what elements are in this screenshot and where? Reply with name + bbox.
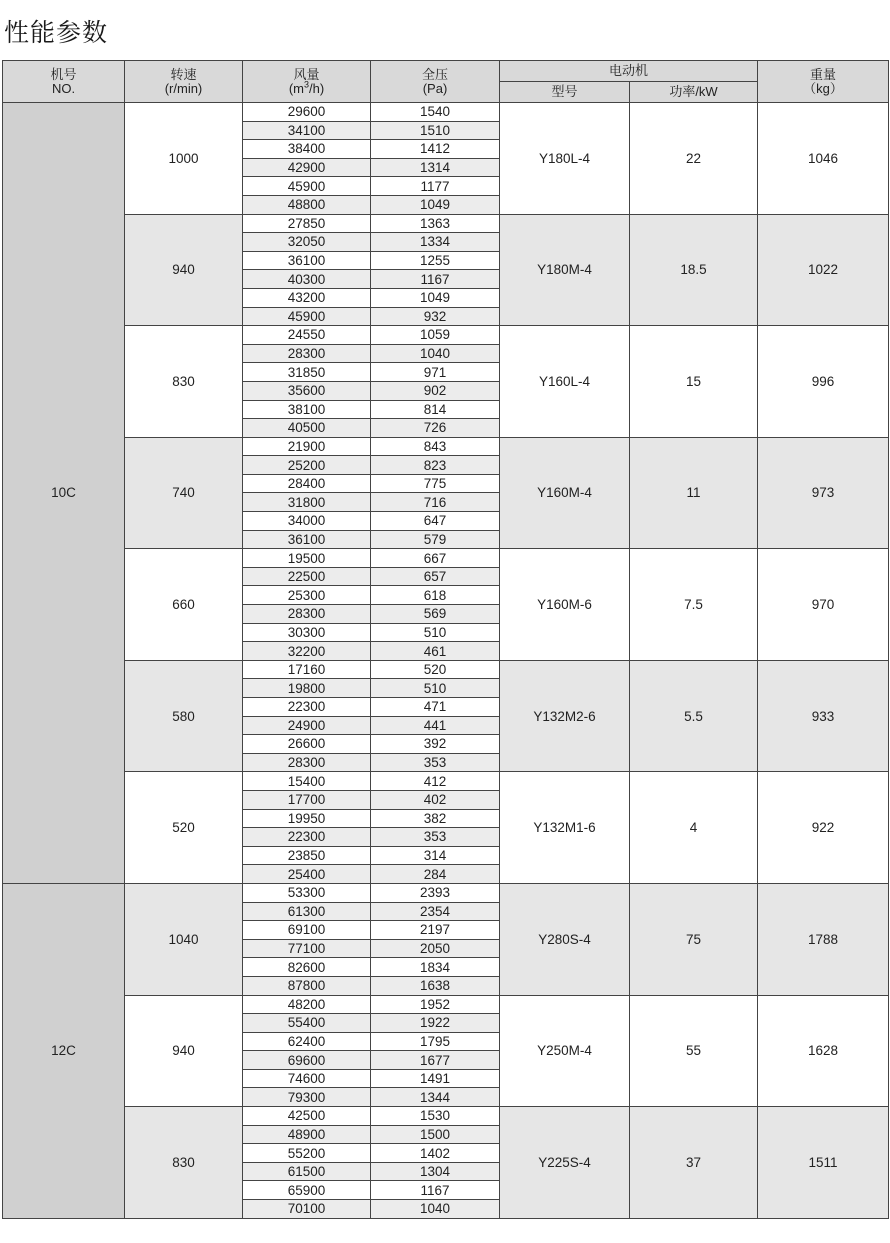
pressure-cell: 2050: [371, 939, 500, 958]
pressure-cell: 1412: [371, 140, 500, 159]
airflow-cell: 42500: [243, 1107, 371, 1126]
pressure-cell: 520: [371, 660, 500, 679]
pressure-cell: 667: [371, 549, 500, 568]
model-cell: 12C: [3, 883, 125, 1218]
header-model-label: 机号: [50, 66, 77, 82]
table-row: [3, 103, 889, 122]
airflow-cell: 30300: [243, 623, 371, 642]
pressure-cell: 902: [371, 381, 500, 400]
airflow-cell: 35600: [243, 381, 371, 400]
airflow-cell: 82600: [243, 958, 371, 977]
airflow-cell: 69600: [243, 1051, 371, 1070]
airflow-cell: 29600: [243, 103, 371, 122]
airflow-cell: 38100: [243, 400, 371, 419]
airflow-cell: 53300: [243, 883, 371, 902]
pressure-cell: 932: [371, 307, 500, 326]
airflow-cell: 87800: [243, 976, 371, 995]
pressure-cell: 1177: [371, 177, 500, 196]
airflow-cell: 55200: [243, 1144, 371, 1163]
header-pressure-unit: (Pa): [422, 80, 448, 96]
speed-cell: 1040: [125, 883, 243, 995]
motor-power-cell: 22: [630, 103, 758, 215]
airflow-cell: 40500: [243, 419, 371, 438]
header-model: [3, 61, 125, 103]
motor-type-cell: Y132M2-6: [500, 660, 630, 772]
pressure-cell: 382: [371, 809, 500, 828]
motor-power-cell: 4: [630, 772, 758, 884]
table-row: [3, 437, 889, 456]
pressure-cell: 1922: [371, 1014, 500, 1033]
airflow-cell: 27850: [243, 214, 371, 233]
pressure-cell: 814: [371, 400, 500, 419]
weight-cell: 1046: [758, 103, 889, 215]
weight-cell: 922: [758, 772, 889, 884]
airflow-cell: 36100: [243, 530, 371, 549]
motor-type-cell: Y225S-4: [500, 1107, 630, 1219]
motor-type-cell: Y180L-4: [500, 103, 630, 215]
pressure-cell: 1059: [371, 326, 500, 345]
header-airflow: [243, 61, 371, 103]
pressure-cell: 471: [371, 698, 500, 717]
weight-cell: 933: [758, 660, 889, 772]
pressure-cell: 1795: [371, 1032, 500, 1051]
pressure-cell: 971: [371, 363, 500, 382]
weight-cell: 1511: [758, 1107, 889, 1219]
header-airflow-label: 风量: [293, 66, 320, 82]
table-row: [3, 214, 889, 233]
pressure-cell: 353: [371, 753, 500, 772]
airflow-cell: 45900: [243, 307, 371, 326]
airflow-cell: 17700: [243, 790, 371, 809]
airflow-cell: 45900: [243, 177, 371, 196]
motor-type-cell: Y160M-6: [500, 549, 630, 661]
airflow-cell: 74600: [243, 1069, 371, 1088]
speed-cell: 830: [125, 326, 243, 438]
airflow-cell: 26600: [243, 735, 371, 754]
airflow-cell: 28300: [243, 605, 371, 624]
pressure-cell: 1402: [371, 1144, 500, 1163]
motor-power-cell: 18.5: [630, 214, 758, 326]
pressure-cell: 2197: [371, 921, 500, 940]
pressure-cell: 1304: [371, 1162, 500, 1181]
table-row: [3, 660, 889, 679]
airflow-cell: 31850: [243, 363, 371, 382]
pressure-cell: 823: [371, 456, 500, 475]
header-airflow-unit: $(m^3/h)$: [288, 79, 325, 96]
pressure-cell: 843: [371, 437, 500, 456]
pressure-cell: 716: [371, 493, 500, 512]
motor-type-cell: Y132M1-6: [500, 772, 630, 884]
airflow-cell: 22300: [243, 698, 371, 717]
airflow-cell: 40300: [243, 270, 371, 289]
pressure-cell: 392: [371, 735, 500, 754]
pressure-cell: 1255: [371, 251, 500, 270]
pressure-cell: 510: [371, 623, 500, 642]
table-row: [3, 549, 889, 568]
weight-cell: 1022: [758, 214, 889, 326]
airflow-cell: 24900: [243, 716, 371, 735]
table-row: [3, 326, 889, 345]
airflow-cell: 79300: [243, 1088, 371, 1107]
table-body: [3, 103, 889, 1219]
performance-table: [2, 60, 889, 1219]
airflow-cell: 62400: [243, 1032, 371, 1051]
airflow-cell: 24550: [243, 326, 371, 345]
airflow-cell: 61300: [243, 902, 371, 921]
table-row: [3, 883, 889, 902]
speed-cell: 740: [125, 437, 243, 549]
motor-power-cell: 37: [630, 1107, 758, 1219]
pressure-cell: 1491: [371, 1069, 500, 1088]
pressure-cell: 1500: [371, 1125, 500, 1144]
airflow-cell: 19950: [243, 809, 371, 828]
pressure-cell: 1049: [371, 288, 500, 307]
pressure-cell: 657: [371, 567, 500, 586]
pressure-cell: 461: [371, 642, 500, 661]
pressure-cell: 1049: [371, 195, 500, 214]
motor-type-cell: Y160M-4: [500, 437, 630, 549]
header-pressure: [371, 61, 500, 103]
pressure-cell: 1167: [371, 1181, 500, 1200]
airflow-cell: 55400: [243, 1014, 371, 1033]
table-row: [3, 1107, 889, 1126]
pressure-cell: 1040: [371, 344, 500, 363]
airflow-cell: 48900: [243, 1125, 371, 1144]
airflow-cell: 28400: [243, 474, 371, 493]
motor-type-cell: Y280S-4: [500, 883, 630, 995]
airflow-cell: 65900: [243, 1181, 371, 1200]
motor-power-cell: 55: [630, 995, 758, 1107]
airflow-cell: 28300: [243, 344, 371, 363]
speed-cell: 830: [125, 1107, 243, 1219]
header-speed-unit: (r/min): [164, 80, 203, 96]
airflow-cell: 61500: [243, 1162, 371, 1181]
pressure-cell: 1952: [371, 995, 500, 1014]
airflow-cell: 17160: [243, 660, 371, 679]
pressure-cell: 441: [371, 716, 500, 735]
header-weight: [758, 61, 889, 103]
pressure-cell: 402: [371, 790, 500, 809]
weight-cell: 1628: [758, 995, 889, 1107]
speed-cell: 1000: [125, 103, 243, 215]
weight-cell: 970: [758, 549, 889, 661]
speed-cell: 520: [125, 772, 243, 884]
airflow-cell: 28300: [243, 753, 371, 772]
pressure-cell: 510: [371, 679, 500, 698]
pressure-cell: 647: [371, 512, 500, 531]
motor-power-cell: 11: [630, 437, 758, 549]
model-cell: 10C: [3, 103, 125, 884]
pressure-cell: 1510: [371, 121, 500, 140]
pressure-cell: 2393: [371, 883, 500, 902]
motor-power-cell: 15: [630, 326, 758, 438]
pressure-cell: 579: [371, 530, 500, 549]
airflow-cell: 34100: [243, 121, 371, 140]
header-speed-label: 转速: [170, 66, 197, 82]
airflow-cell: 31800: [243, 493, 371, 512]
pressure-cell: 1540: [371, 103, 500, 122]
motor-type-cell: Y180M-4: [500, 214, 630, 326]
pressure-cell: 1677: [371, 1051, 500, 1070]
airflow-cell: 38400: [243, 140, 371, 159]
speed-cell: 940: [125, 214, 243, 326]
pressure-cell: 1638: [371, 976, 500, 995]
airflow-cell: 19500: [243, 549, 371, 568]
pressure-cell: 1040: [371, 1200, 500, 1219]
airflow-cell: 77100: [243, 939, 371, 958]
pressure-cell: 1530: [371, 1107, 500, 1126]
airflow-cell: 19800: [243, 679, 371, 698]
header-weight-label: 重量: [810, 66, 837, 82]
header-motor-type: 型号: [500, 82, 630, 103]
airflow-cell: 25400: [243, 865, 371, 884]
pressure-cell: 314: [371, 846, 500, 865]
header-model-en: NO.: [51, 80, 76, 96]
table-row: [3, 772, 889, 791]
page-title: 性能参数: [4, 18, 109, 47]
airflow-cell: 25200: [243, 456, 371, 475]
airflow-cell: 32200: [243, 642, 371, 661]
pressure-cell: 2354: [371, 902, 500, 921]
pressure-cell: 412: [371, 772, 500, 791]
header-motor-power: 功率/kW: [630, 82, 758, 103]
airflow-cell: 69100: [243, 921, 371, 940]
airflow-cell: 34000: [243, 512, 371, 531]
pressure-cell: 726: [371, 419, 500, 438]
pressure-cell: 1363: [371, 214, 500, 233]
pressure-cell: 284: [371, 865, 500, 884]
motor-power-cell: 75: [630, 883, 758, 995]
airflow-cell: 70100: [243, 1200, 371, 1219]
pressure-cell: 353: [371, 828, 500, 847]
motor-power-cell: 7.5: [630, 549, 758, 661]
airflow-cell: 48200: [243, 995, 371, 1014]
header-speed: [125, 61, 243, 103]
airflow-cell: 23850: [243, 846, 371, 865]
weight-cell: 973: [758, 437, 889, 549]
speed-cell: 580: [125, 660, 243, 772]
pressure-cell: 1334: [371, 233, 500, 252]
motor-power-cell: 5.5: [630, 660, 758, 772]
motor-type-cell: Y160L-4: [500, 326, 630, 438]
header-weight-unit: （kg）: [803, 80, 843, 96]
pressure-cell: 1167: [371, 270, 500, 289]
airflow-cell: 22300: [243, 828, 371, 847]
table-row: [3, 995, 889, 1014]
weight-cell: 996: [758, 326, 889, 438]
airflow-cell: 32050: [243, 233, 371, 252]
speed-cell: 940: [125, 995, 243, 1107]
airflow-cell: 43200: [243, 288, 371, 307]
header-motor: 电动机: [500, 61, 758, 82]
pressure-cell: 618: [371, 586, 500, 605]
airflow-cell: 42900: [243, 158, 371, 177]
airflow-cell: 22500: [243, 567, 371, 586]
airflow-cell: 36100: [243, 251, 371, 270]
weight-cell: 1788: [758, 883, 889, 995]
airflow-cell: 21900: [243, 437, 371, 456]
pressure-cell: 1314: [371, 158, 500, 177]
pressure-cell: 569: [371, 605, 500, 624]
pressure-cell: 1834: [371, 958, 500, 977]
airflow-cell: 48800: [243, 195, 371, 214]
airflow-cell: 25300: [243, 586, 371, 605]
speed-cell: 660: [125, 549, 243, 661]
pressure-cell: 1344: [371, 1088, 500, 1107]
pressure-cell: 775: [371, 474, 500, 493]
motor-type-cell: Y250M-4: [500, 995, 630, 1107]
airflow-cell: 15400: [243, 772, 371, 791]
header-pressure-label: 全压: [421, 66, 448, 82]
